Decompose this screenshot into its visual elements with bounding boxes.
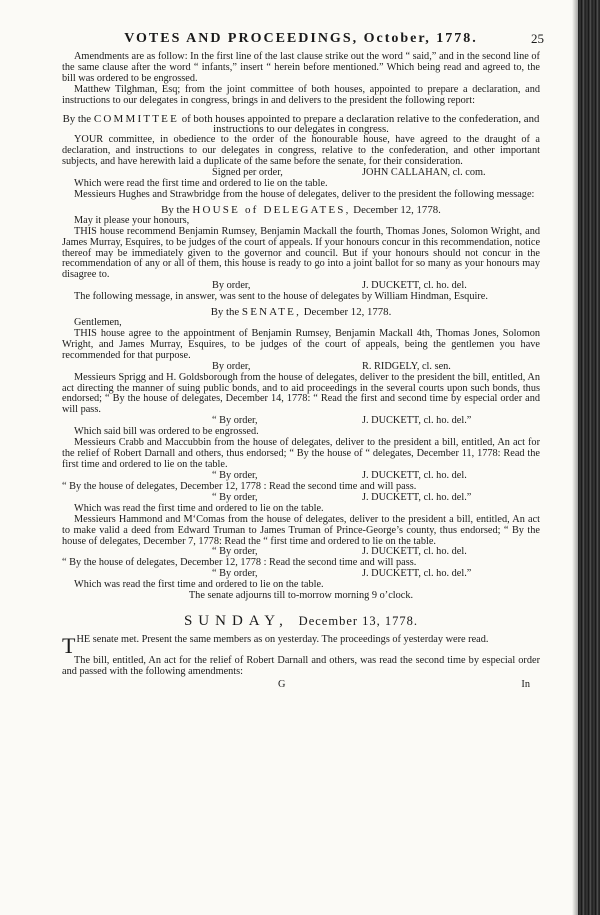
signature-label: “ By order, — [212, 415, 258, 427]
signature-name: J. DUCKETT, cl. ho. del.” — [362, 491, 472, 503]
paragraph: “ By the house of delegates, December 12, 1778 : Read the second time and will pass. — [62, 557, 417, 569]
paragraph: Matthew Tilghman, Esq; from the joint committee of both houses, appointed to prepare a declaration, and instructions to our delegates in congress, brings in and delivers to the president the following report: — [62, 83, 540, 106]
heading-prefix: By the — [161, 203, 190, 216]
page-header — [62, 30, 544, 50]
signature-label: By order, — [212, 280, 251, 292]
signature-name: JOHN CALLAHAN, cl. com. — [362, 167, 486, 179]
signature-line — [62, 493, 540, 504]
book-binding — [578, 0, 600, 915]
signature-name: R. RIDGELY, cl. sen. — [362, 360, 451, 372]
heading-suffix: December 12, 1778. — [353, 203, 441, 216]
paragraph: YOUR committee, in obedience to the order of the honourable house, have agreed to the draught of a declaration, and instructions to our delegates in congress, relative to the confederation, and other important subjects, and have herewith laid a duplicate of the same before the senate, for their consideration. — [62, 134, 540, 168]
signature-label: By order, — [212, 360, 251, 372]
paragraph: Messieurs Hammond and M‘Comas from the house of delegates, deliver to the president a bill, entitled, An act to make valid a deed from Edward Truman to James Truman of Prince-George’s county, thus endorsed; “ By the house of delegates, December 7, 1778: Read the “ first time and ordered to lie on the table. — [62, 513, 540, 547]
salutation: May it please your honours, — [74, 214, 190, 226]
paragraph-text: HE senate met. Present the same members as on yesterday. The proceedings of yesterday were read. — [76, 634, 489, 646]
paragraph: Messieurs Sprigg and H. Goldsborough from the house of delegates, deliver to the president the bill, entitled, An act directing the manner of suing public bonds, and to aid proceedings in the several courts upon such bonds, thus endorsed; “ By the house of delegates, December 14, 1778: “ Read the first and second time by especial order and will pass. — [62, 371, 540, 416]
paragraph: THIS house recommend Benjamin Rumsey, Benjamin Mackall the fourth, Thomas Jones, Solomon Wright, and James Murray, Esquires, to be judges of the court of appeals. If your honours concur in this recommendation, notice thereof may be immediately given to the governor and council. But if your honours should not concur in the recommendation of any or all of them, this house is ready to go into a joint ballot for so many as your honours may disagree to. — [62, 225, 541, 281]
signature-label: Signed per order, — [212, 167, 283, 179]
drop-cap: T — [62, 633, 76, 659]
heading-body: HOUSE of DELEGATES, — [192, 203, 351, 216]
signature-name: J. DUCKETT, cl. ho. del. — [362, 546, 467, 558]
day-date: December 13, 1778. — [298, 614, 419, 629]
day-name: SUNDAY, — [183, 613, 289, 630]
signature-name: J. DUCKETT, cl. ho. del. — [362, 280, 467, 292]
signature-line — [62, 569, 540, 580]
heading-prefix: By the — [210, 306, 240, 319]
signature-line — [62, 416, 540, 427]
signature-name: J. DUCKETT, cl. ho. del. — [362, 469, 467, 481]
signature-line — [62, 471, 540, 482]
heading-prefix: By the — [62, 112, 92, 125]
signature-label: “ By order, — [212, 568, 258, 580]
signature-line — [62, 547, 540, 558]
page-number: 25 — [531, 31, 544, 46]
section-heading — [62, 114, 540, 136]
paragraph: Which was read the first time and ordered to lie on the table. — [74, 579, 324, 591]
paragraph: Amendments are as follow: In the first line of the last clause strike out the word “ said,” and in the second line of the same clause after the word “ infants,” insert “ herein before mentioned.” Which being read and agreed to, the bill was ordered to be engrossed. — [62, 51, 540, 84]
heading-suffix: of both houses appointed to prepare a declaration relative to the confederation, and instructions to our delegates in congress. — [181, 112, 540, 136]
signature-name: J. DUCKETT, cl. ho. del.” — [362, 568, 472, 580]
signature-label: “ By order, — [212, 491, 258, 503]
catchword: In — [521, 678, 530, 690]
day-heading — [62, 613, 540, 630]
signature-mark: G — [278, 678, 286, 690]
paragraph: Which were read the first time and ordered to lie on the table. — [74, 178, 328, 190]
signature-line — [62, 281, 540, 292]
heading-body: COMMITTEE — [93, 112, 179, 125]
running-head: VOTES AND PROCEEDINGS, October, 1778. — [124, 31, 478, 46]
paragraph: “ By the house of delegates, December 12, 1778 : Read the second time and will pass. — [62, 480, 417, 492]
paragraph: The bill, entitled, An act for the relief of Robert Darnall and others, was read the second time by especial order and passed with the following amendments: — [62, 655, 540, 677]
signature-label: “ By order, — [212, 469, 258, 481]
signature-line — [62, 362, 540, 373]
adjournment: The senate adjourns till to-morrow morning 9 o’clock. — [188, 590, 414, 602]
heading-body: SENATE, — [241, 306, 302, 319]
paragraph: Which said bill was ordered to be engrossed. — [74, 426, 259, 438]
paragraph: Messieurs Hughes and Strawbridge from the house of delegates, deliver to the president the following message: — [74, 188, 535, 200]
section-heading — [62, 307, 540, 318]
signature-label: “ By order, — [212, 546, 258, 558]
signature-name: J. DUCKETT, cl. ho. del.” — [362, 415, 472, 427]
paragraph: THIS house agree to the appointment of Benjamin Rumsey, Benjamin Mackall 4th, Thomas Jones, Solomon Wright, and James Murray, Esquires, to be judges of the court of appeals, being the gentlemen you have recommended for that purpose. — [62, 327, 540, 361]
paragraph: The following message, in answer, was sent to the house of delegates by William Hindman, Esquire. — [74, 291, 488, 303]
salutation: Gentlemen, — [74, 317, 122, 329]
paragraph: Which was read the first time and ordered to lie on the table. — [74, 502, 324, 514]
page-text — [62, 30, 544, 691]
paragraph: Messieurs Crabb and Maccubbin from the house of delegates, deliver to the president a bill, entitled, An act for the relief of Robert Darnall and others, thus endorsed; “ By the house of “ delegates, December 11, 1778: Read the first time and ordered to lie on the table. — [62, 437, 540, 470]
page-footer — [62, 680, 540, 691]
heading-suffix: December 12, 1778. — [303, 306, 392, 319]
signature-line — [62, 168, 540, 179]
paragraph — [62, 633, 540, 659]
